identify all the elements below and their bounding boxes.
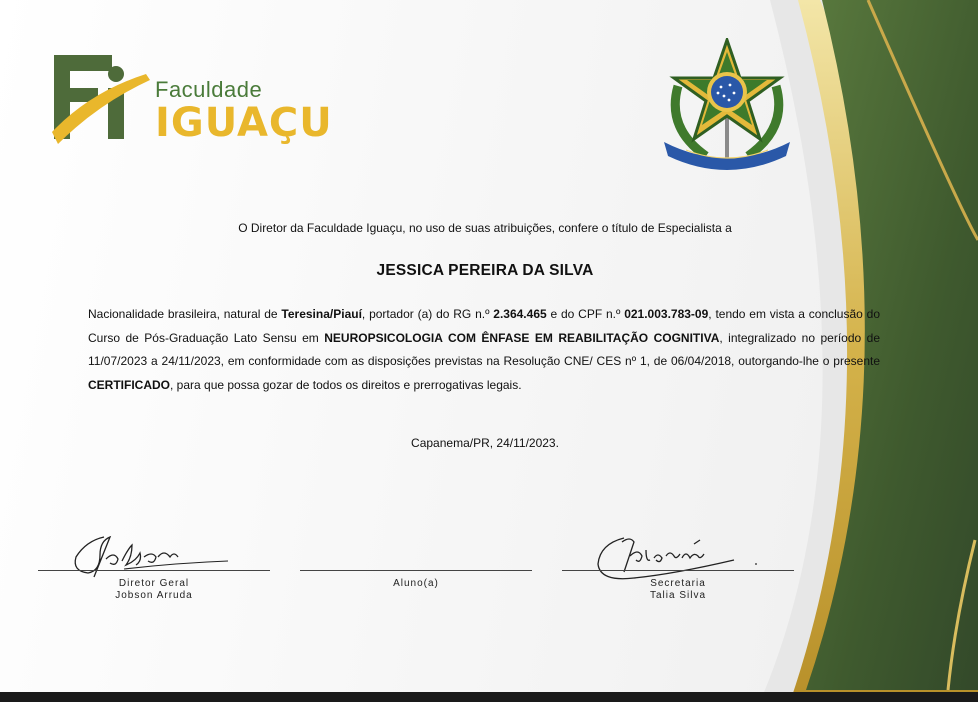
signature-line-director <box>38 570 270 571</box>
bottom-bar <box>0 692 978 702</box>
body-part-2: , portador (a) do RG n.º <box>361 307 494 321</box>
logo-faculdade-text: Faculdade <box>155 77 263 102</box>
body-part-3: e do CPF n.º <box>546 307 625 321</box>
signature-line-secretary <box>562 570 794 571</box>
brazil-coat-of-arms-icon <box>656 38 798 172</box>
course-name: NEUROPSICOLOGIA COM ÊNFASE EM REABILITAÇÃO COGNITIVA <box>324 330 720 345</box>
signature-label-director <box>38 578 270 602</box>
student-name: JESSICA PEREIRA DA SILVA <box>376 262 594 279</box>
signature-label-secretary <box>562 578 794 602</box>
certificate-body <box>88 303 880 397</box>
place-and-date: Capanema/PR, 24/11/2023. <box>411 436 559 450</box>
logo-iguacu-text: IGUAÇU <box>155 100 333 146</box>
intro-text: O Diretor da Faculdade Iguaçu, no uso de suas atribuições, confere o título de Especialista a <box>238 221 732 235</box>
secretary-role: Secretaria <box>650 578 706 589</box>
birthplace: Teresina/Piauí <box>281 307 362 321</box>
student-role: Aluno(a) <box>393 578 439 589</box>
cpf-number: 021.003.783-09 <box>624 307 709 321</box>
certificate-word: CERTIFICADO <box>88 377 170 392</box>
signature-line-student <box>300 570 532 571</box>
body-part-1: Nacionalidade brasileira, natural de <box>88 307 282 321</box>
logo-wordmark <box>155 78 333 144</box>
signature-label-student <box>300 578 532 590</box>
director-name: Jobson Arruda <box>115 590 193 601</box>
director-role: Diretor Geral <box>118 578 190 589</box>
rg-number: 2.364.465 <box>493 307 547 321</box>
secretary-name: Talia Silva <box>649 590 707 601</box>
director-signature <box>66 527 236 579</box>
body-part-4: , tendo em vista a conclusão do Curso de Pós-Graduação Lato Sensu em <box>88 307 880 345</box>
body-part-5: , integralizado no período de 11/07/2023 a 24/11/2023, em conformidade com as disposições previstas na Resolução CNE/ CES nº 1, de 06/04/2018, outorgando-lhe o presente <box>88 330 880 368</box>
body-part-6: , para que possa gozar de todos os direitos e prerrogativas legais. <box>170 377 522 392</box>
